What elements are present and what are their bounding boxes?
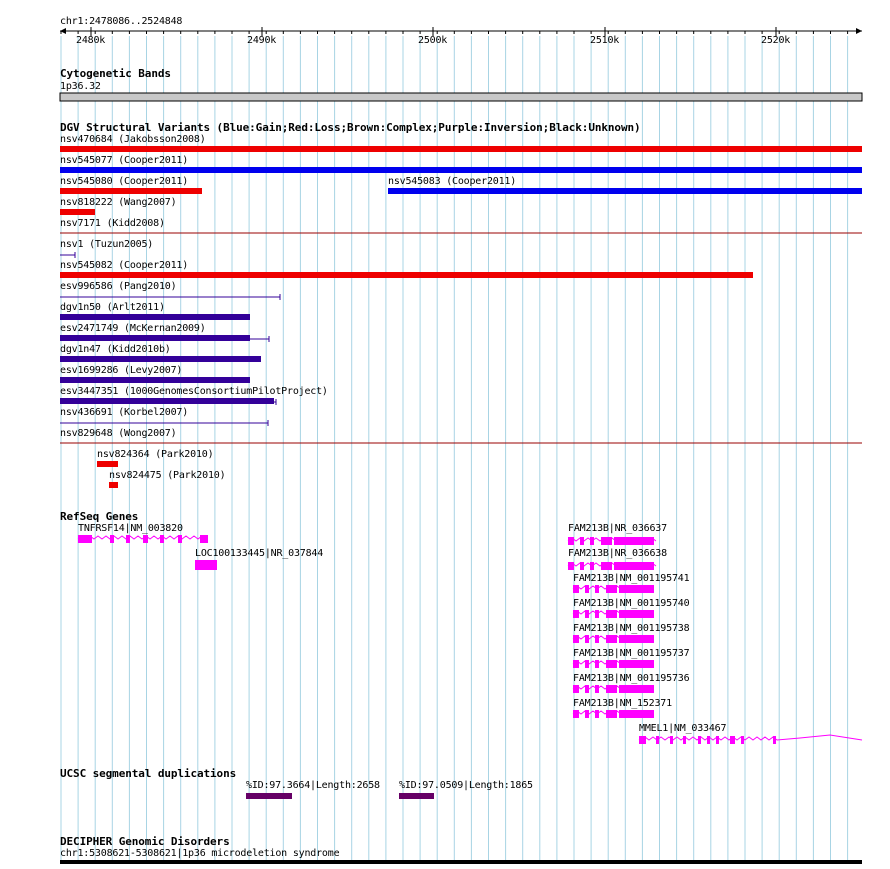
gene-model-exon [606, 635, 617, 643]
dgv-variant-label[interactable]: nsv470684 (Jakobsson2008) [60, 134, 206, 145]
gene-model-exon [573, 585, 579, 593]
gene-model-exon [606, 710, 617, 718]
gene-model-exon [773, 736, 776, 744]
gene-model-exon [606, 610, 617, 618]
gene-model-exon [178, 535, 182, 543]
gene-model-exon [670, 736, 673, 744]
dgv-variant-label[interactable]: nsv824364 (Park2010) [97, 449, 214, 460]
gene-model-exon [110, 535, 114, 543]
gene-model-exon [585, 635, 589, 643]
gene-model-exon [595, 660, 599, 668]
decipher-track-title[interactable]: DECIPHER Genomic Disorders [60, 835, 230, 848]
gene-model-exon [78, 535, 92, 543]
gene-model-exon [585, 610, 589, 618]
gene-label[interactable]: FAM213B|NR_036637 [568, 523, 667, 534]
gene-model-exon [573, 660, 579, 668]
dgv-variant-label[interactable]: nsv545082 (Cooper2011) [60, 260, 189, 271]
segdup-label[interactable]: %ID:97.0509|Length:1865 [399, 780, 533, 791]
gene-model-exon [606, 685, 617, 693]
dgv-variant-label[interactable]: nsv824475 (Park2010) [109, 470, 226, 481]
cytoband-label[interactable]: 1p36.32 [60, 81, 101, 92]
gene-model-exon [126, 535, 130, 543]
dgv-variant-bar [60, 356, 261, 362]
gene-model-intron [78, 536, 206, 539]
gene-label[interactable]: FAM213B|NM_001195740 [573, 598, 690, 609]
dgv-variant-label[interactable]: esv2471749 (McKernan2009) [60, 323, 206, 334]
gene-model-exon [143, 535, 148, 543]
dgv-variant-label[interactable]: nsv545077 (Cooper2011) [60, 155, 189, 166]
gene-model-exon [741, 736, 744, 744]
dgv-variant-bar [60, 167, 862, 173]
dgv-variant-label[interactable]: esv3447351 (1000GenomesConsortiumPilotProject) [60, 386, 328, 397]
cytoband-bar [60, 93, 862, 101]
gene-label[interactable]: FAM213B|NM_001195738 [573, 623, 690, 634]
dgv-variant-label[interactable]: nsv1 (Tuzun2005) [60, 239, 154, 250]
gene-model-exon [619, 660, 654, 668]
dgv-variant-bar [388, 188, 862, 194]
ruler-tick-label: 2500k [418, 35, 448, 46]
ruler-arrow-right [856, 28, 862, 34]
ruler-tick-label: 2510k [590, 35, 620, 46]
gene-model-exon [614, 562, 654, 570]
dgv-variant-bar [97, 461, 118, 467]
gene-model-exon [585, 685, 589, 693]
dgv-variant-bar [60, 335, 250, 341]
gene-model-exon [619, 635, 654, 643]
dgv-variant-label[interactable]: nsv436691 (Korbel2007) [60, 407, 189, 418]
dgv-variant-bar [60, 146, 862, 152]
gene-model-exon [573, 710, 579, 718]
dgv-variant-label[interactable]: nsv818222 (Wang2007) [60, 197, 177, 208]
dgv-track-title[interactable]: DGV Structural Variants (Blue:Gain;Red:Loss;Brown:Complex;Purple:Inversion;Black:Unknown) [60, 121, 641, 134]
dgv-variant-label[interactable]: nsv545080 (Cooper2011) [60, 176, 189, 187]
gene-model-exon [595, 610, 599, 618]
gene-model-exon [585, 585, 589, 593]
gene-model-exon [573, 635, 579, 643]
gene-label[interactable]: FAM213B|NM_001195741 [573, 573, 690, 584]
gene-model-exon [595, 685, 599, 693]
gene-model-exon [595, 585, 599, 593]
gene-model-exon [590, 537, 594, 545]
gene-label[interactable]: FAM213B|NM_001195736 [573, 673, 690, 684]
dgv-variant-bar [60, 398, 274, 404]
dgv-variant-bar [60, 188, 202, 194]
ruler-tick-label: 2520k [761, 35, 791, 46]
segdup-label[interactable]: %ID:97.3664|Length:2658 [246, 780, 380, 791]
gene-model-exon [568, 562, 574, 570]
gene-model-exon [619, 710, 654, 718]
dgv-variant-label[interactable]: nsv7171 (Kidd2008) [60, 218, 165, 229]
gene-model-exon [573, 685, 579, 693]
refseq-track-title[interactable]: RefSeq Genes [60, 510, 139, 523]
decipher-bar [60, 860, 862, 864]
dgv-variant-bar [60, 314, 250, 320]
segdup-bar [399, 793, 434, 799]
gene-model-exon [601, 537, 612, 545]
gene-label[interactable]: TNFRSF14|NM_003820 [78, 523, 183, 534]
gene-model-exon [585, 660, 589, 668]
gene-model-exon [590, 562, 594, 570]
gene-model-exon [195, 560, 217, 570]
gene-label[interactable]: LOC100133445|NR_037844 [195, 548, 324, 559]
gene-label[interactable]: FAM213B|NM_152371 [573, 698, 672, 709]
dgv-variant-bar [60, 377, 250, 383]
dgv-variant-bar [60, 272, 753, 278]
gene-model-exon [595, 710, 599, 718]
gene-model-exon [683, 736, 686, 744]
dgv-variant-label[interactable]: dgv1n50 (Arlt2011) [60, 302, 165, 313]
region-label: chr1:2478086..2524848 [60, 16, 183, 27]
gene-model-exon [595, 635, 599, 643]
gene-model-exon [716, 736, 719, 744]
dgv-variant-bar [109, 482, 118, 488]
dgv-variant-label[interactable]: nsv829648 (Wong2007) [60, 428, 177, 439]
gene-model-exon [619, 685, 654, 693]
gene-model-exon [580, 537, 584, 545]
gene-model-exon [580, 562, 584, 570]
dgv-variant-label[interactable]: dgv1n47 (Kidd2010b) [60, 344, 171, 355]
segdup-track-title[interactable]: UCSC segmental duplications [60, 767, 237, 780]
gene-model-exon [698, 736, 701, 744]
gene-model-exon [614, 537, 654, 545]
segdup-bar [246, 793, 292, 799]
gene-label[interactable]: FAM213B|NM_001195737 [573, 648, 690, 659]
dgv-variant-label[interactable]: esv1699286 (Levy2007) [60, 365, 183, 376]
gene-model-exon [619, 585, 654, 593]
gene-model-exon [585, 710, 589, 718]
gene-model-exon [200, 535, 208, 543]
gene-model-exon [568, 537, 574, 545]
gene-label[interactable]: FAM213B|NR_036638 [568, 548, 667, 559]
gene-model-exon [656, 736, 659, 744]
dgv-variant-label[interactable]: nsv545083 (Cooper2011) [388, 176, 517, 187]
ruler-tick-label: 2480k [76, 35, 106, 46]
gene-model-exon [606, 660, 617, 668]
dgv-variant-bar [60, 209, 95, 215]
dgv-variant-label[interactable]: esv996586 (Pang2010) [60, 281, 177, 292]
gene-model-exon [606, 585, 617, 593]
gene-label[interactable]: MMEL1|NM_033467 [639, 723, 727, 734]
gene-model-exon [707, 736, 710, 744]
decipher-label[interactable]: chr1:5308621-5308621|1p36 microdeletion syndrome [60, 848, 340, 859]
cytogenetic-bands-track-title[interactable]: Cytogenetic Bands [60, 67, 171, 80]
gene-model-exon [730, 736, 735, 744]
gene-model-exon [639, 736, 646, 744]
gene-model-exon [160, 535, 164, 543]
gene-model-exon [619, 610, 654, 618]
ruler-tick-label: 2490k [247, 35, 277, 46]
gene-model-exon [573, 610, 579, 618]
gene-model-exon [601, 562, 612, 570]
